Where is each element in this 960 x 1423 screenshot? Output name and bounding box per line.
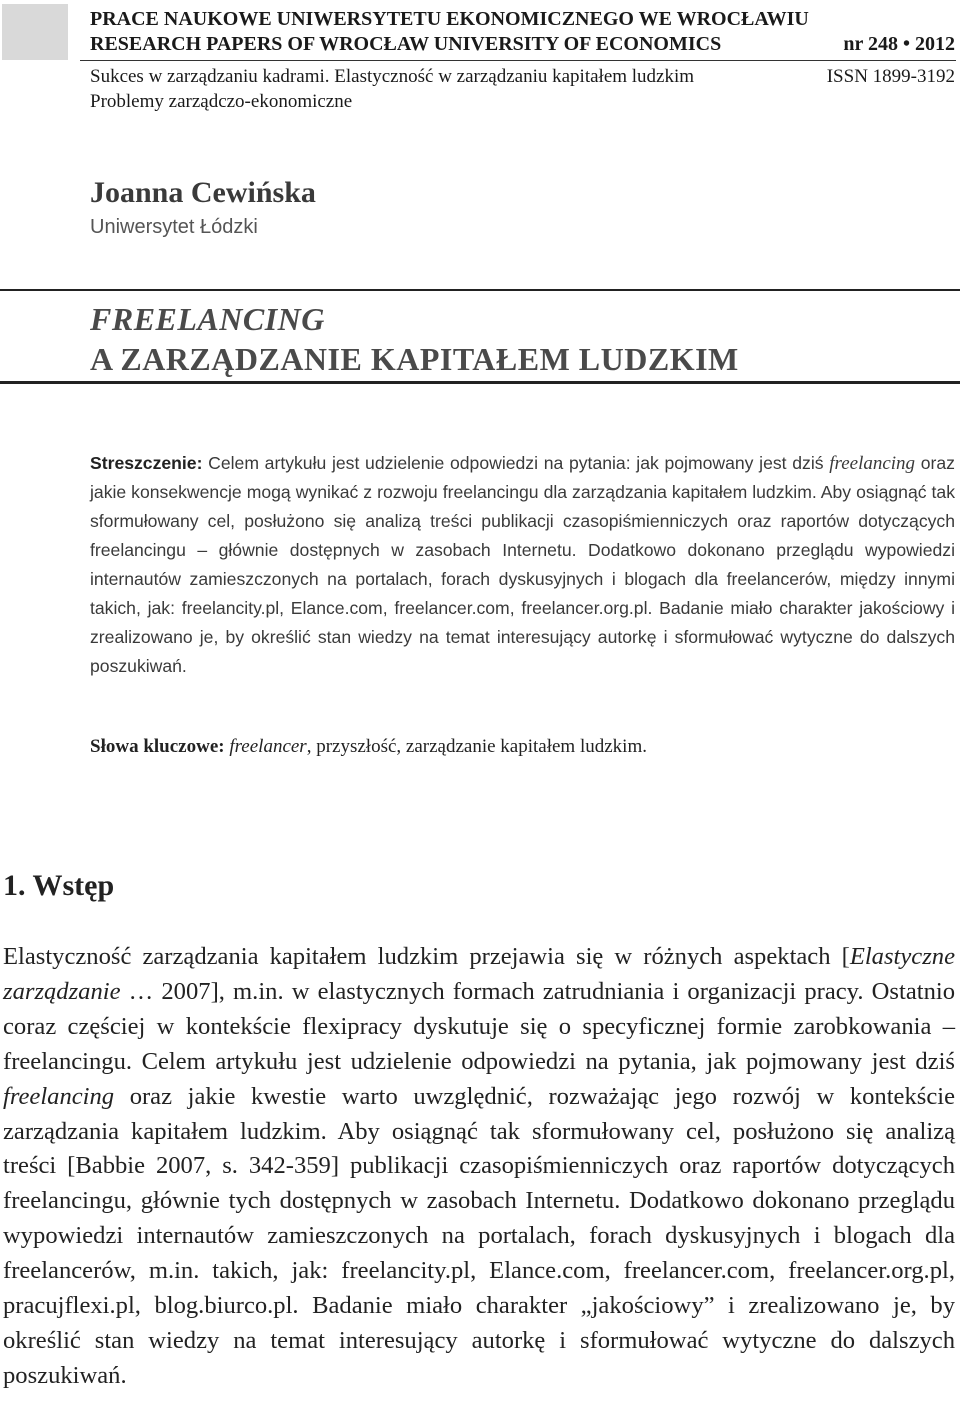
abstract [90,449,955,681]
author-name: Joanna Cewińska [90,176,316,209]
abstract-text-2: oraz jakie konsekwencje mogą wynikać z rozwoju freelancingu dla zarządzania kapitałem ludzkim. Aby osiągnąć tak sformułowany cel, posłużono się analizą treści publikacji czasopiśmienniczych oraz raportów dotyczących freelancingu – głównie dostępnych w zasobach Internetu. Dodatkowo dokonano przeglądu wypowiedzi internautów zamieszczonych na portalach, forach dyskusyjnych i blogach dla freelancerów, między innymi takich, jak: freelancity.pl, Elance.com, freelancer.com, freelancer.org.pl. Badanie miało charakter jakościowy i zrealizowano je, by określić stan wiedzy na temat interesujący autorkę i sformułować wytyczne do dalszych poszukiwań. [90,453,955,676]
journal-title-polish: PRACE NAUKOWE UNIWERSYTETU EKONOMICZNEGO WE WROCŁAWIU [90,8,809,30]
series-row [90,66,955,88]
journal-title-english: RESEARCH PAPERS OF WROCŁAW UNIVERSITY OF ECONOMICS [90,33,722,55]
issue-number: nr 248 • 2012 [843,33,955,55]
abstract-text-1: Celem artykułu jest udzielenie odpowiedzi na pytania: jak pojmowany jest dziś [202,453,830,473]
author-affiliation: Uniwersytet Łódzki [90,216,258,238]
article-title-line1: FREELANCING [90,301,325,337]
keywords-term: freelancer [229,736,307,757]
title-rule-bottom [0,381,960,384]
title-rule-top [0,289,960,291]
body-text-3: oraz jakie kwestie warto uwzględnić, rozważając jego rozwój w kontekście zarządzania kapitałem ludzkim. Aby osiągnąć tak sformułowany cel, posłużono się analizą treści [Babbie 2007, s. 342-359] publikacji czasopiśmienniczych oraz raportów dotyczących freelancingu, głównie tych dostępnych w zasobach Internetu. Dodatkowo dokonano przeglądu wypowiedzi internautów zamieszczonych na portalach, forach dyskusyjnych i blogach dla freelancerów, m.in. takich, jak: freelancity.pl, Elance.com, freelancer.com, freelancer.org.pl, pracujflexi.pl, blog.biurco.pl. Badanie miało charakter „jakościowy” i zrealizowano je, by określić stan wiedzy na temat interesujący autorkę i sformułować wytyczne do dalszych poszukiwań. [3,1082,955,1389]
section-body [3,940,955,1394]
abstract-label: Streszczenie: [90,453,203,473]
body-text-1: Elastyczność zarządzania kapitałem ludzkim przejawia się w różnych aspektach [ [3,943,850,970]
issn: ISSN 1899-3192 [826,66,955,87]
body-reference-italic: Elastyczne zarządzanie [3,943,955,1005]
body-term: freelancing [3,1082,115,1110]
keywords-label: Słowa kluczowe: [90,736,225,757]
abstract-term: freelancing [829,453,916,474]
series-subtitle: Problemy zarządczo-ekonomiczne [90,91,353,112]
journal-title-english-row [90,33,955,55]
article-title-line2: A ZARZĄDZANIE KAPITAŁEM LUDZKIM [90,341,739,377]
header-rule [80,60,956,61]
section-heading: 1. Wstęp [3,869,115,902]
keywords-rest: , przyszłość, zarządzanie kapitałem ludzkim. [306,736,647,757]
series-title: Sukces w zarządzaniu kadrami. Elastyczność w zarządzaniu kapitałem ludzkim [90,66,695,87]
body-text-2: … 2007], m.in. w elastycznych formach zatrudniania i organizacji pracy. Ostatnio coraz częściej w kontekście flexipracy dyskutuje się o specyficznej formie zarobkowania – freelancingu. Celem artykułu jest udzielenie odpowiedzi na pytania, jak pojmowany jest dziś [3,977,955,1075]
keywords [90,734,647,760]
header-gray-block [2,4,68,60]
